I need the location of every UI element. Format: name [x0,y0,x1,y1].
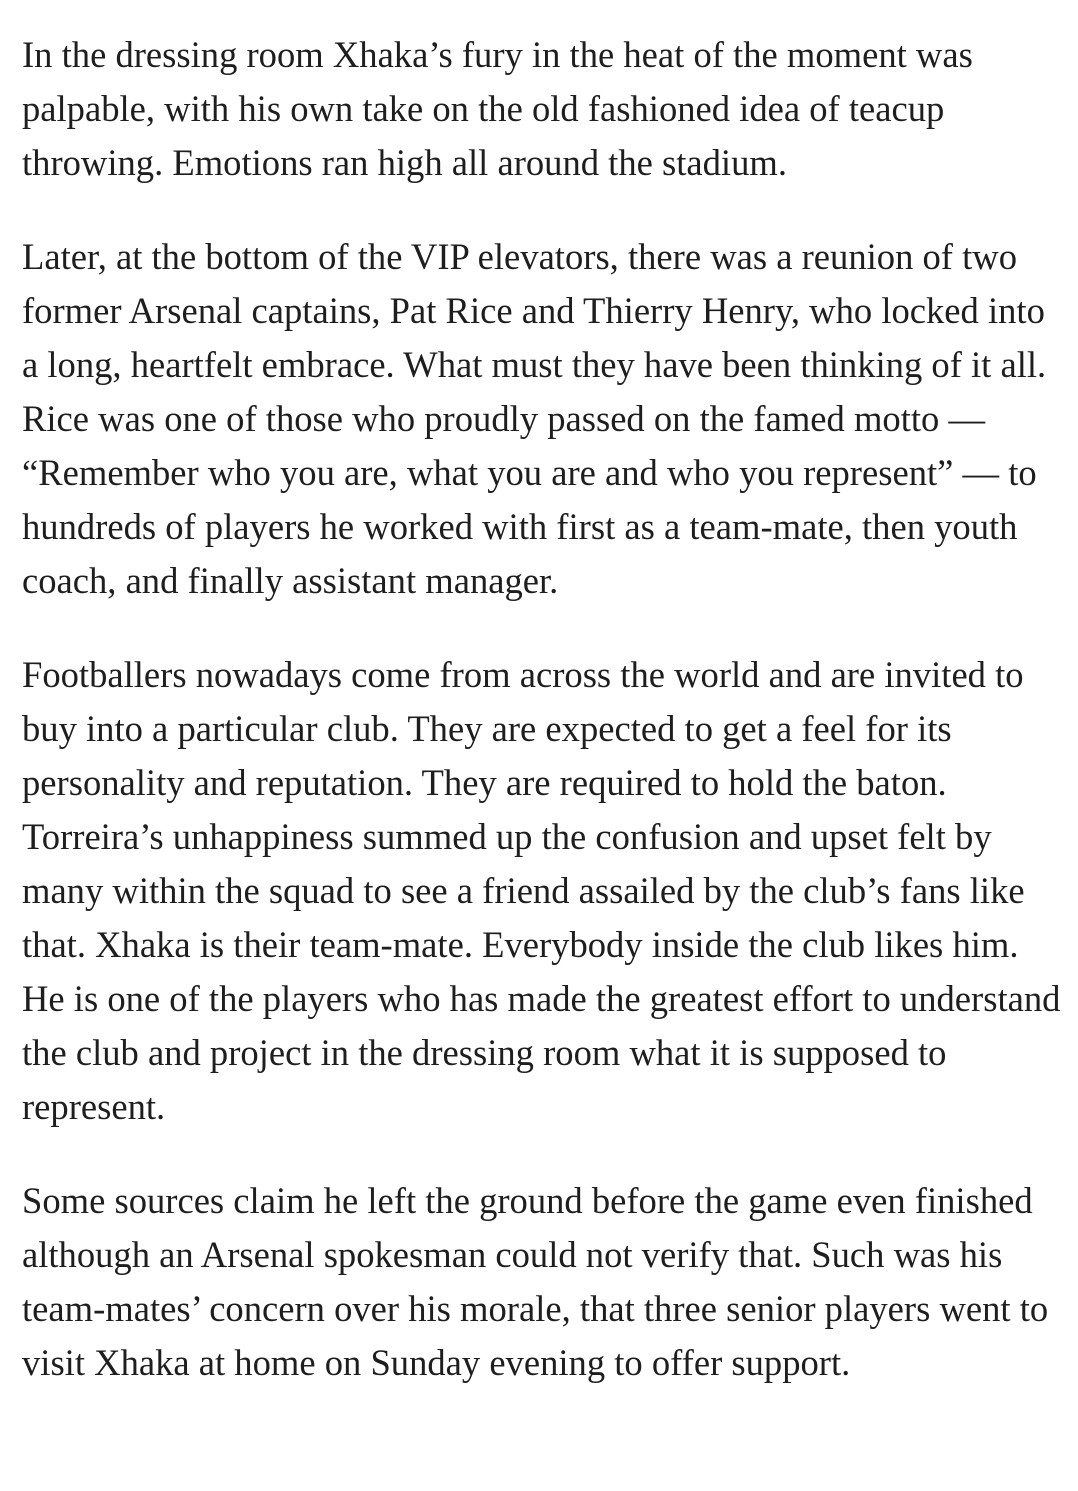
paragraph-footballers: Footballers nowadays come from across the world and are invited to buy into a particular club. They are expected to get a feel for its personality and reputation. They are required to hold the baton. Torreira’s unhappiness summed up the confusion and upset felt by many within the squad to see a friend assailed by the club’s fans like that. Xhaka is their team-mate. Everybody inside the club likes him. He is one of the players who has made the greatest effort to understand the club and project in the dressing room what it is supposed to represent. [22,654,1061,1127]
paragraph-sources: Some sources claim he left the ground before the game even finished although an Arsenal spokesman could not verify that. Such was his team-mates’ concern over his morale, that three senior players went to visit Xhaka at home on Sunday evening to offer support. [22,1180,1049,1383]
paragraph-dressing-room: In the dressing room Xhaka’s fury in the heat of the moment was palpable, with his own take on the old fashioned idea of teacup throwing. Emotions ran high all around the stadium. [22,34,973,183]
paragraph-reunion: Later, at the bottom of the VIP elevators, there was a reunion of two former Arsenal captains, Pat Rice and Thierry Henry, who locked into a long, heartfelt embrace. What must they have been thinking of it all. Rice was one of those who proudly passed on the famed motto — “Remember who you are, what you are and who you represent” — to hundreds of players he worked with first as a team-mate, then youth coach, and finally assistant manager. [22,236,1047,601]
article-body [22,28,1062,1390]
